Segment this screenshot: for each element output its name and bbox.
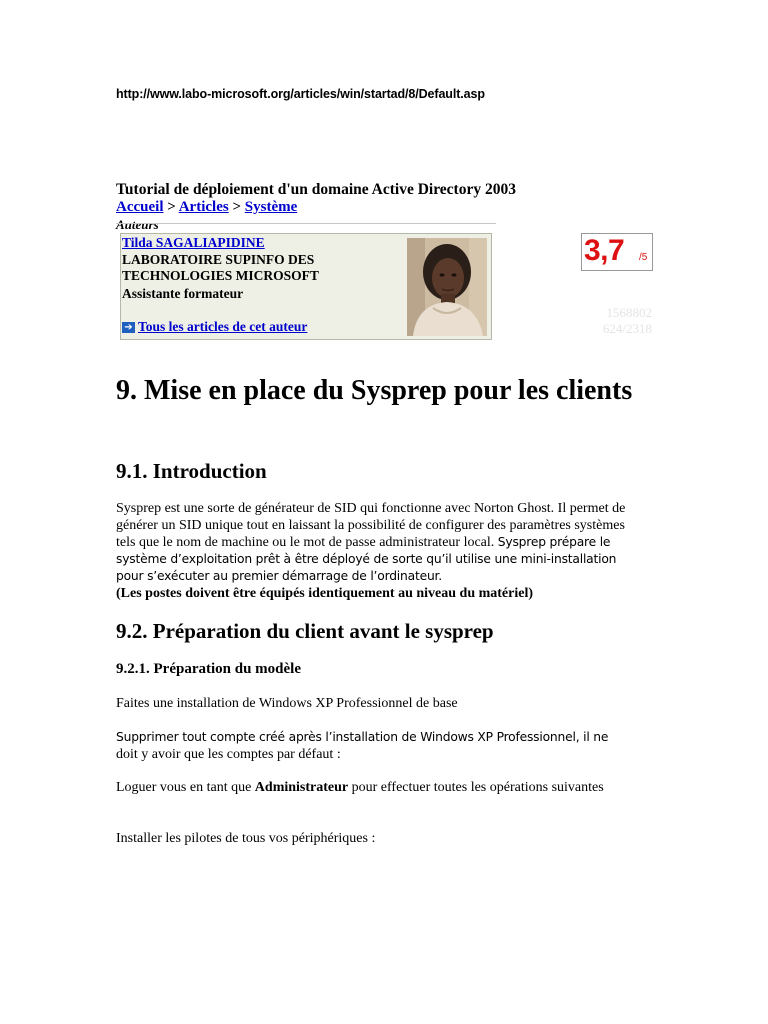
step-delete-accounts-text-continued: doit y avoir que les comptes par défaut : xyxy=(116,747,341,762)
step-delete-accounts-text: Supprimer tout compte créé après l’installation de Windows XP Professionnel, il ne xyxy=(116,730,609,744)
arrow-right-icon: ➔ xyxy=(122,322,135,333)
intro-text: Sysprep est une sorte de générateur de SID qui fonctionne avec Norton Ghost. Il permet de générer un SID unique tout en laissant la possibilité de configurer des paramètres systèmes tels que le nom de machine ou le mot de passe administrateur local. xyxy=(116,501,626,550)
intro-paragraph xyxy=(116,500,646,602)
step-login-text-continued: pour effectuer toutes les opérations suivantes xyxy=(348,780,604,795)
breadcrumb-home-link[interactable]: Accueil xyxy=(116,199,164,215)
all-articles-label: Tous les articles de cet auteur xyxy=(138,319,308,334)
author-photo-icon xyxy=(407,238,487,336)
breadcrumb-system-link[interactable]: Système xyxy=(244,199,298,215)
step-install-drivers: Installer les pilotes de tous vos périphériques : xyxy=(116,831,376,846)
authors-label: Auteurs xyxy=(116,217,159,232)
section-title: 9. Mise en place du Sysprep pour les clients xyxy=(116,375,633,406)
step-install-xp: Faites une installation de Windows XP Professionnel de base xyxy=(116,696,458,711)
step-login-text: Loguer vous en tant que xyxy=(116,780,255,795)
breadcrumb-articles-link[interactable]: Articles xyxy=(178,199,229,215)
intro-heading: 9.1. Introduction xyxy=(116,459,267,483)
breadcrumb-separator: > xyxy=(163,199,179,215)
authors-divider xyxy=(116,223,496,224)
author-photo xyxy=(407,238,487,336)
model-heading: 9.2.1. Préparation du modèle xyxy=(116,661,301,677)
intro-hardware-note: (Les postes doivent être équipés identiquement au niveau du matériel) xyxy=(116,586,534,601)
administrator-term: Administrateur xyxy=(254,780,349,795)
breadcrumb xyxy=(116,199,297,216)
step-login-admin xyxy=(116,779,646,796)
author-role: Assistante formateur xyxy=(122,286,244,301)
breadcrumb-separator: > xyxy=(228,199,245,215)
step-delete-accounts xyxy=(116,729,646,763)
author-organization: LABORATOIRE SUPINFO DES TECHNOLOGIES MICROSOFT xyxy=(122,252,319,283)
all-articles-link[interactable] xyxy=(122,319,307,335)
source-url: http://www.labo-microsoft.org/articles/win/startad/8/Default.asp xyxy=(116,87,485,101)
author-name-link[interactable]: Tilda SAGALIAPIDINE xyxy=(122,235,265,250)
prep-heading: 9.2. Préparation du client avant le sysprep xyxy=(116,619,494,643)
intro-text-continued: Sysprep prépare le système d’exploitation prêt à être déployé de sorte qu’il utilise une mini-installation pour s’exécuter au premier démarrage de l’ordinateur. xyxy=(116,535,617,583)
rating-max: /5 xyxy=(639,252,648,263)
rating-value: 3,7 xyxy=(584,234,625,267)
view-counter: 1568802 xyxy=(606,305,652,320)
rating-counter: 624/2318 xyxy=(602,321,652,336)
document-title: Tutorial de déploiement d'un domaine Active Directory 2003 xyxy=(116,181,516,198)
